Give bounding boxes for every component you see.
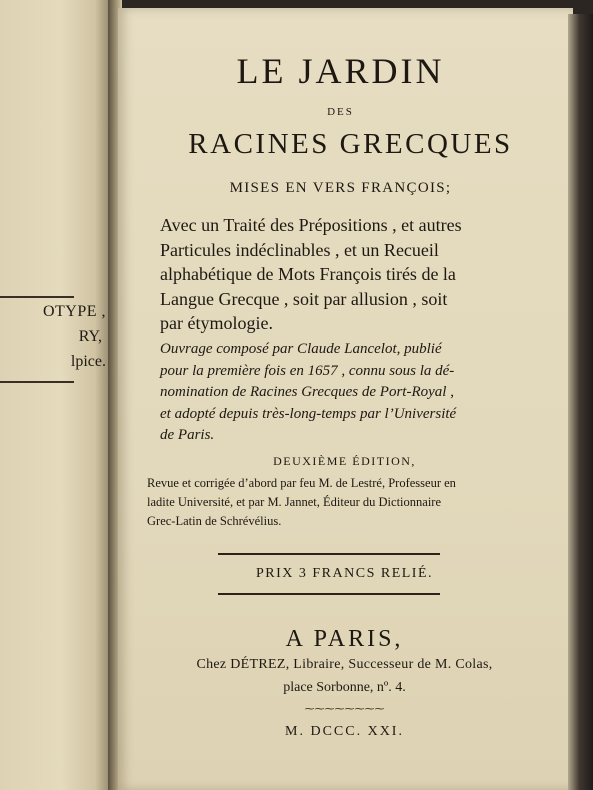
subtitle: MISES EN VERS FRANÇOIS;	[229, 180, 452, 196]
description-line: alphabétique de Mots François tirés de la	[160, 264, 456, 284]
facing-page-line: lpice.	[70, 353, 106, 370]
revision-line: ladite Université, et par M. Jannet, Éditeur du Dictionnaire	[147, 495, 442, 509]
authorship-note	[160, 339, 526, 447]
facing-page-rule	[0, 381, 74, 383]
price-rule-bottom	[218, 593, 440, 595]
facing-page	[0, 0, 112, 790]
revision-line: Grec-Latin de Schrévélius.	[147, 514, 282, 528]
ornament-rule: ⁓⁓⁓⁓⁓⁓⁓⁓	[304, 704, 385, 715]
imprint-city: A PARIS,	[285, 626, 404, 652]
description-line: par étymologie.	[160, 313, 273, 333]
note-line: de Paris.	[160, 427, 215, 443]
edition: DEUXIÈME ÉDITION,	[273, 454, 416, 468]
title-line-2: DES	[327, 106, 354, 118]
imprint-address: place Sorbonne, nº. 4.	[283, 680, 406, 695]
description-line: Avec un Traité des Prépositions , et autres	[160, 215, 462, 235]
imprint-publisher: Chez DÉTREZ, Libraire, Successeur de M. Colas,	[196, 657, 493, 672]
revision-note	[147, 474, 532, 531]
title-line-1: LE JARDIN	[236, 51, 445, 91]
revision-line: Revue et corrigée d’abord par feu M. de Lestré, Professeur en	[147, 476, 456, 490]
description-line: Langue Grecque , soit par allusion , soit	[160, 288, 448, 309]
note-line: nomination de Racines Grecques de Port-Royal ,	[160, 384, 454, 400]
note-line: Ouvrage composé par Claude Lancelot, publié	[160, 341, 442, 357]
note-line: et adopté depuis très-long-temps par l’Université	[160, 405, 457, 422]
facing-page-rule	[0, 296, 74, 298]
price: PRIX 3 FRANCS RELIÉ.	[255, 566, 434, 581]
description	[160, 213, 520, 336]
title-line-3: RACINES GRECQUES	[188, 128, 513, 160]
facing-page-line: OTYPE ,	[42, 303, 106, 320]
facing-page-line: RY,	[78, 328, 102, 345]
description-line: Particules indéclinables , et un Recueil	[160, 239, 439, 260]
price-rule-top	[218, 553, 440, 555]
note-line: pour la première fois en 1657 , connu sous la dé-	[160, 362, 455, 379]
imprint-date: M. DCCC. XXI.	[285, 724, 404, 739]
